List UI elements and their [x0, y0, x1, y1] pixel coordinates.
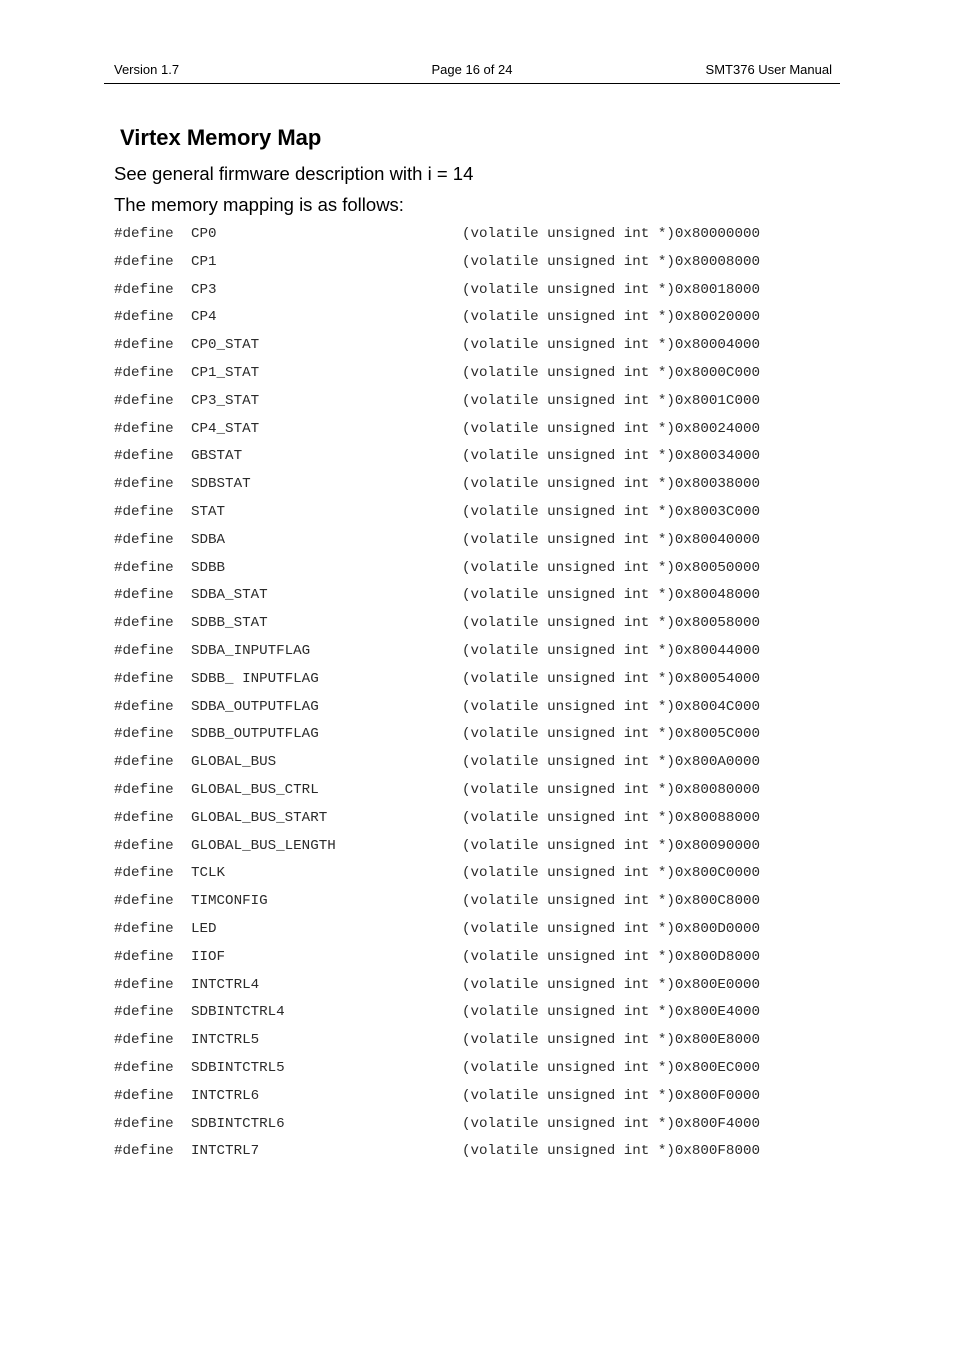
define-name: SDBSTAT	[191, 476, 251, 493]
define-keyword: #define	[114, 615, 174, 632]
define-keyword: #define	[114, 1115, 174, 1132]
define-keyword: #define	[114, 587, 174, 604]
define-value: (volatile unsigned int *)0x80040000	[462, 531, 760, 548]
define-keyword: #define	[114, 503, 174, 520]
define-value: (volatile unsigned int *)0x80088000	[462, 809, 760, 826]
define-keyword: #define	[114, 642, 174, 659]
define-keyword: #define	[114, 781, 174, 798]
define-keyword: #define	[114, 698, 174, 715]
define-name: SDBA_INPUTFLAG	[191, 642, 311, 659]
page-header	[104, 62, 840, 84]
define-name: SDBINTCTRL4	[191, 1004, 285, 1021]
define-keyword: #define	[114, 920, 174, 937]
header-version: Version 1.7	[114, 62, 180, 77]
define-name: GLOBAL_BUS_CTRL	[191, 781, 319, 798]
define-keyword: #define	[114, 531, 174, 548]
define-keyword: #define	[114, 337, 174, 354]
define-keyword: #define	[114, 1143, 174, 1160]
mapping-intro-paragraph: The memory mapping is as follows:	[114, 194, 404, 215]
define-keyword: #define	[114, 837, 174, 854]
define-value: (volatile unsigned int *)0x80080000	[462, 781, 760, 798]
define-value: (volatile unsigned int *)0x800C0000	[462, 865, 760, 882]
define-name: INTCTRL7	[191, 1143, 260, 1160]
define-value: (volatile unsigned int *)0x80050000	[462, 559, 760, 576]
define-keyword: #define	[114, 1032, 174, 1049]
define-name: SDBB_STAT	[191, 615, 268, 632]
define-name: SDBA_OUTPUTFLAG	[191, 698, 319, 715]
define-value: (volatile unsigned int *)0x80020000	[462, 309, 760, 326]
intro-paragraph: See general firmware description with i = 14	[114, 163, 474, 184]
define-keyword: #define	[114, 670, 174, 687]
define-name: CP0	[191, 226, 217, 242]
define-name: CP1_STAT	[191, 364, 260, 381]
define-name: SDBB_ INPUTFLAG	[191, 670, 319, 687]
define-value: (volatile unsigned int *)0x8000C000	[462, 364, 760, 381]
define-name: STAT	[191, 503, 226, 520]
define-name: SDBINTCTRL5	[191, 1059, 285, 1076]
define-name: CP3	[191, 281, 217, 298]
define-name: TIMCONFIG	[191, 893, 268, 910]
define-name: SDBB_OUTPUTFLAG	[191, 726, 319, 743]
define-value: (volatile unsigned int *)0x80090000	[462, 837, 760, 854]
define-value: (volatile unsigned int *)0x800F4000	[462, 1115, 760, 1132]
define-name: GLOBAL_BUS_LENGTH	[191, 837, 336, 854]
define-value: (volatile unsigned int *)0x80000000	[462, 226, 760, 242]
define-value: (volatile unsigned int *)0x8005C000	[462, 726, 760, 743]
define-value: (volatile unsigned int *)0x80058000	[462, 615, 760, 632]
define-keyword: #define	[114, 253, 174, 270]
define-keyword: #define	[114, 476, 174, 493]
define-keyword: #define	[114, 754, 174, 771]
define-value: (volatile unsigned int *)0x800EC000	[462, 1059, 760, 1076]
define-value: (volatile unsigned int *)0x80048000	[462, 587, 760, 604]
define-keyword: #define	[114, 226, 174, 242]
define-keyword: #define	[114, 976, 174, 993]
define-value: (volatile unsigned int *)0x80018000	[462, 281, 760, 298]
define-value: (volatile unsigned int *)0x800A0000	[462, 754, 760, 771]
define-name: SDBA_STAT	[191, 587, 268, 604]
define-value: (volatile unsigned int *)0x8003C000	[462, 503, 760, 520]
define-name: IIOF	[191, 948, 226, 965]
define-value: (volatile unsigned int *)0x80034000	[462, 448, 760, 465]
define-name: SDBB	[191, 559, 226, 576]
define-keyword: #define	[114, 392, 174, 409]
define-name: INTCTRL6	[191, 1087, 260, 1104]
define-name: CP3_STAT	[191, 392, 260, 409]
define-name: TCLK	[191, 865, 226, 882]
define-name: SDBINTCTRL6	[191, 1115, 285, 1132]
define-value: (volatile unsigned int *)0x80008000	[462, 253, 760, 270]
define-name: CP0_STAT	[191, 337, 260, 354]
define-value: (volatile unsigned int *)0x80038000	[462, 476, 760, 493]
define-value: (volatile unsigned int *)0x800D8000	[462, 948, 760, 965]
define-keyword: #define	[114, 1059, 174, 1076]
define-keyword: #define	[114, 809, 174, 826]
define-keyword: #define	[114, 420, 174, 437]
define-value: (volatile unsigned int *)0x800F0000	[462, 1087, 760, 1104]
define-keyword: #define	[114, 448, 174, 465]
define-keyword: #define	[114, 893, 174, 910]
define-keyword: #define	[114, 364, 174, 381]
define-name: GBSTAT	[191, 448, 243, 465]
define-keyword: #define	[114, 1004, 174, 1021]
define-keyword: #define	[114, 726, 174, 743]
define-value: (volatile unsigned int *)0x800E0000	[462, 976, 760, 993]
define-name: GLOBAL_BUS_START	[191, 809, 328, 826]
define-value: (volatile unsigned int *)0x80044000	[462, 642, 760, 659]
define-value: (volatile unsigned int *)0x800F8000	[462, 1143, 760, 1160]
define-keyword: #define	[114, 559, 174, 576]
define-value: (volatile unsigned int *)0x80004000	[462, 337, 760, 354]
define-value: (volatile unsigned int *)0x8004C000	[462, 698, 760, 715]
define-name: SDBA	[191, 531, 226, 548]
define-value: (volatile unsigned int *)0x80054000	[462, 670, 760, 687]
define-value: (volatile unsigned int *)0x800C8000	[462, 893, 760, 910]
define-value: (volatile unsigned int *)0x8001C000	[462, 392, 760, 409]
define-keyword: #define	[114, 948, 174, 965]
define-name: CP1	[191, 253, 217, 270]
define-name: GLOBAL_BUS	[191, 754, 277, 771]
define-keyword: #define	[114, 309, 174, 326]
define-keyword: #define	[114, 281, 174, 298]
header-page-number: Page 16 of 24	[431, 62, 513, 77]
define-value: (volatile unsigned int *)0x800E4000	[462, 1004, 760, 1021]
define-keyword: #define	[114, 1087, 174, 1104]
define-value: (volatile unsigned int *)0x80024000	[462, 420, 760, 437]
define-name: CP4_STAT	[191, 420, 260, 437]
define-keyword: #define	[114, 865, 174, 882]
define-value: (volatile unsigned int *)0x800E8000	[462, 1032, 760, 1049]
header-manual-title: SMT376 User Manual	[705, 62, 832, 77]
define-name: CP4	[191, 309, 217, 326]
section-title: Virtex Memory Map	[120, 125, 322, 150]
define-name: LED	[191, 920, 217, 937]
define-name: INTCTRL5	[191, 1032, 260, 1049]
define-name: INTCTRL4	[191, 976, 260, 993]
define-value: (volatile unsigned int *)0x800D0000	[462, 920, 760, 937]
